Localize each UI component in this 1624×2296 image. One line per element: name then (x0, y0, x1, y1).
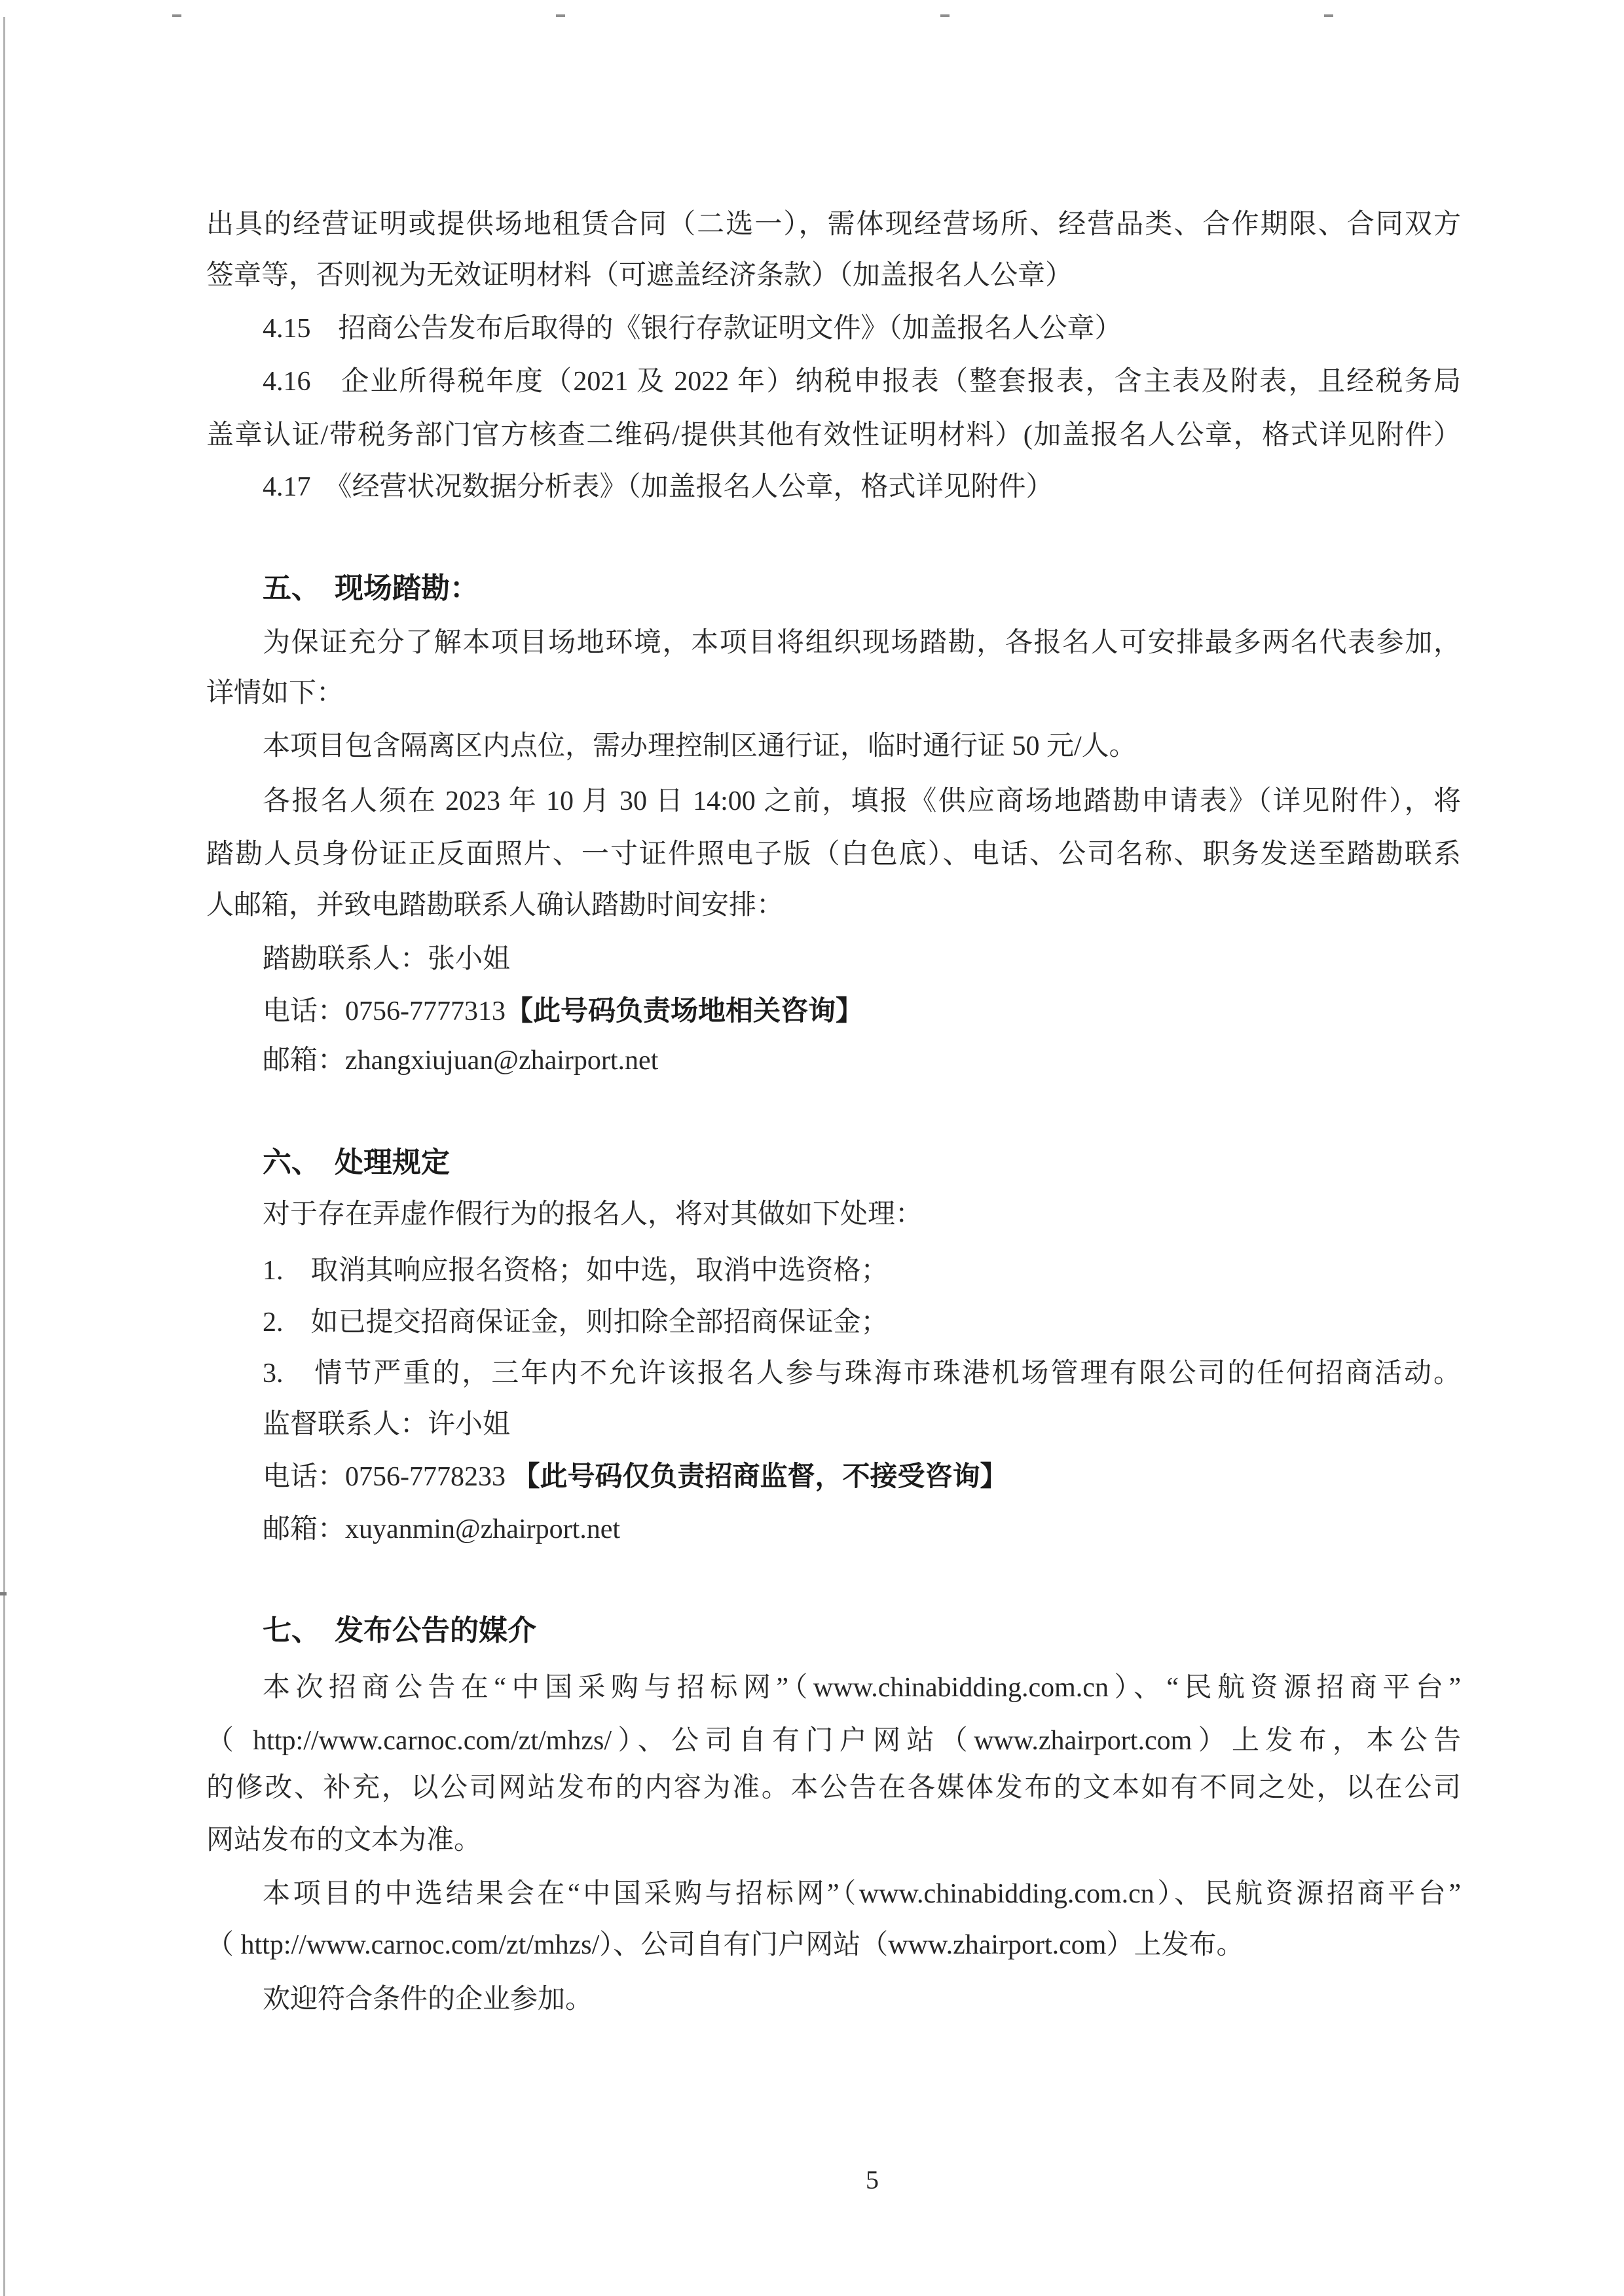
text-segment: 邮箱：zhangxiujuan@zhairport.net (263, 1046, 659, 1076)
text-segment: 详情如下： (206, 678, 344, 708)
text-segment: 本次招商公告在“中国采购与招标网”（www.chinabidding.com.cn）、“民航资源招商平台” (263, 1673, 1461, 1703)
text-segment: 4.16 企业所得税年度（2021 及 2022 年）纳税申报表（整套报表，含主表及附表，且经税务局 (263, 367, 1461, 397)
text-segment: 4.15 招商公告发布后取得的《银行存款证明文件》（加盖报名人公章） (263, 314, 1122, 344)
text-line (206, 1973, 1461, 2026)
text-segment: 本项目包含隔离区内点位，需办理控制区通行证，临时通行证 50 元/人。 (263, 731, 1137, 761)
text-segment: 七、 发布公告的媒介 (263, 1614, 536, 1647)
text-segment: 的修改、补充，以公司网站发布的内容为准。本公告在各媒体发布的文本如有不同之处，以在公司 (206, 1773, 1461, 1803)
text-line (206, 1814, 1461, 1867)
text-line (206, 828, 1461, 881)
text-segment: 3. 情节严重的，三年内不允许该报名人参与珠海市珠港机场管理有限公司的任何招商活动。 (263, 1358, 1461, 1389)
scan-artifact-mark (172, 14, 181, 17)
section-heading (206, 1137, 1461, 1189)
text-segment: 踏勘联系人：张小姐 (263, 944, 511, 974)
text-line (206, 1762, 1461, 1814)
text-line (206, 775, 1461, 828)
text-line (206, 985, 1461, 1037)
text-line (206, 1034, 1461, 1087)
text-line (206, 355, 1461, 408)
text-segment: 各报名人须在 2023 年 10 月 30 日 14:00 之前，填报《供应商场地踏勘申请表》（详见附件），将 (263, 786, 1461, 816)
text-segment: 监督联系人：许小姐 (263, 1410, 511, 1440)
text-segment: （ http://www.carnoc.com/zt/mhzs/）、公司自有门户网站（www.zhairport.com）上发布。 (206, 1930, 1244, 1960)
page-number: 5 (866, 2165, 879, 2195)
text-line (206, 720, 1461, 773)
bold-text-segment: 【此号码仅负责招商监督，不接受咨询】 (512, 1461, 1008, 1491)
text-line (206, 1347, 1461, 1400)
text-line (206, 933, 1461, 985)
text-line (206, 1662, 1461, 1714)
text-line (206, 617, 1461, 669)
text-segment: 电话：0756-7778233 (263, 1462, 513, 1492)
text-segment: 本项目的中选结果会在“中国采购与招标网”（www.chinabidding.com.cn）、民航资源招商平台” (263, 1879, 1461, 1909)
section-heading (206, 562, 1461, 615)
text-segment: 欢迎符合条件的企业参加。 (263, 1984, 593, 2014)
text-line (206, 249, 1461, 302)
text-segment: 网站发布的文本为准。 (206, 1825, 482, 1855)
text-segment: 2. 如已提交招商保证金，则扣除全部招商保证金； (263, 1307, 889, 1338)
section-heading (206, 1605, 1461, 1657)
text-segment: 六、 处理规定 (263, 1146, 450, 1178)
text-line (206, 198, 1461, 251)
scan-artifact-mark (940, 14, 950, 17)
text-line (206, 1296, 1461, 1349)
text-segment: 邮箱：xuyanmin@zhairport.net (263, 1514, 621, 1544)
text-segment: 为保证充分了解本项目场地环境，本项目将组织现场踏勘，各报名人可安排最多两名代表参加， (263, 628, 1461, 658)
text-segment: 盖章认证/带税务部门官方核查二维码/提供其他有效性证明材料）(加盖报名人公章，格式详见附件） (206, 420, 1461, 450)
text-line (206, 1503, 1461, 1556)
text-line (206, 1450, 1461, 1503)
text-line (206, 1868, 1461, 1920)
text-line (206, 1398, 1461, 1451)
text-line (206, 461, 1461, 513)
scan-artifact-mark (1324, 14, 1333, 17)
text-line (206, 1919, 1461, 1971)
text-segment: （ http://www.carnoc.com/zt/mhzs/）、公司自有门户网站（www.zhairport.com）上发布，本公告 (206, 1726, 1461, 1756)
text-line (206, 879, 1461, 932)
text-segment: 踏勘人员身份证正反面照片、一寸证件照电子版（白色底）、电话、公司名称、职务发送至踏勘联系 (206, 839, 1461, 869)
text-segment: 对于存在弄虚作假行为的报名人，将对其做如下处理： (263, 1199, 923, 1230)
bold-text-segment: 【此号码负责场地相关咨询】 (506, 995, 864, 1026)
text-segment: 出具的经营证明或提供场地租赁合同（二选一），需体现经营场所、经营品类、合作期限、合同双方 (206, 210, 1461, 240)
text-segment: 4.17 《经营状况数据分析表》（加盖报名人公章，格式详见附件） (263, 472, 1054, 502)
scan-artifact-dash (0, 1592, 7, 1595)
text-segment: 1. 取消其响应报名资格；如中选，取消中选资格； (263, 1256, 889, 1286)
text-segment: 人邮箱，并致电踏勘联系人确认踏勘时间安排： (206, 890, 784, 920)
text-line (206, 1715, 1461, 1767)
text-line (206, 1245, 1461, 1297)
text-line (206, 667, 1461, 720)
scan-edge-line (3, 17, 5, 2296)
text-segment: 电话：0756-7777313 (263, 996, 506, 1027)
text-line (206, 1188, 1461, 1241)
text-segment: 签章等，否则视为无效证明材料（可遮盖经济条款）（加盖报名人公章） (206, 261, 1073, 291)
scan-artifact-mark (556, 14, 565, 17)
text-segment: 五、 现场踏勘： (263, 572, 479, 604)
text-line (206, 409, 1461, 462)
text-line (206, 302, 1461, 355)
